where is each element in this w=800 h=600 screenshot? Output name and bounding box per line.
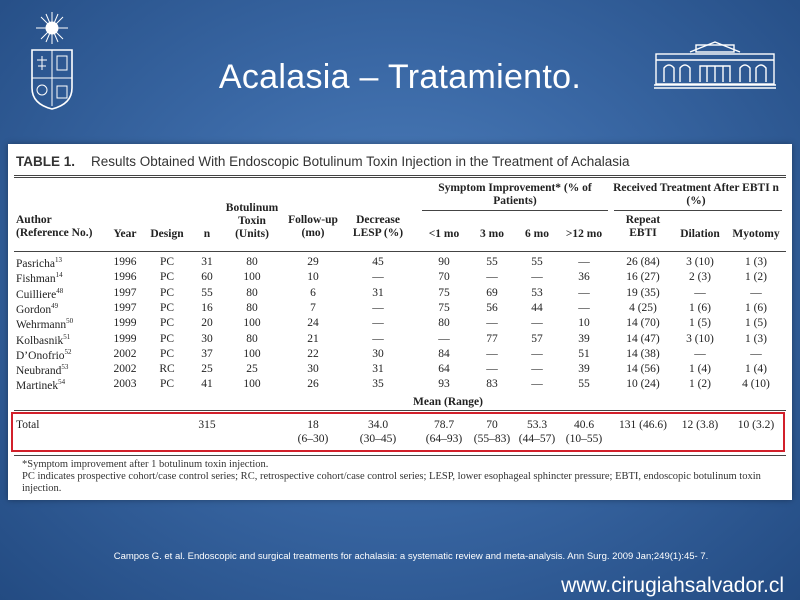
- cell-n: 60: [201, 271, 213, 284]
- cell-m6: 57: [531, 332, 543, 345]
- total-label: Total: [16, 419, 40, 431]
- cell-dilation: 1 (4): [688, 363, 712, 376]
- cell-repeat: 10 (24): [626, 378, 660, 391]
- author-name: Fishman: [16, 273, 56, 286]
- author-name: D’Onofrio: [16, 349, 65, 362]
- cell-n: 20: [201, 317, 213, 330]
- cell-m6: 55: [531, 256, 543, 268]
- cell-year: 2002: [113, 363, 137, 376]
- cell-lt1mo: 70: [438, 271, 450, 284]
- cell-lt1mo: 80: [438, 317, 450, 330]
- cell-design: PC: [159, 301, 175, 314]
- cell-year: 1996: [113, 271, 137, 284]
- cell-author: [16, 256, 104, 270]
- group-header-received: Received Treatment After EBTI n (%): [613, 182, 779, 207]
- cell-gt12: 10: [578, 317, 590, 330]
- cell-n: 30: [201, 332, 213, 345]
- citation: Campos G. et al. Endoscopic and surgical treatments for achalasia: a systematic review and meta-analysis. Ann Surg. 2009 Jan;249(1):45- 7.: [113, 551, 709, 562]
- column-header-author: Author (Reference No.): [16, 214, 93, 239]
- cell-lt1mo: —: [438, 332, 450, 345]
- cell-dilation: 1 (2): [688, 378, 712, 391]
- cell-repeat: 19 (35): [626, 286, 660, 299]
- cell-lesp: —: [372, 317, 384, 330]
- reference-number: 48: [56, 286, 64, 295]
- cell-m3: 56: [486, 301, 498, 314]
- cell-author: [16, 333, 104, 347]
- cell-n: 31: [201, 256, 213, 268]
- cell-dilation: 1 (6): [688, 301, 712, 314]
- cell-toxin: 80: [246, 332, 258, 345]
- column-header-lesp: Decrease LESP (%): [352, 214, 404, 239]
- cell-lt1mo: 93: [438, 378, 450, 391]
- cell-myotomy: 4 (10): [742, 378, 770, 391]
- total-m6-range: (44–57): [518, 433, 556, 445]
- reference-number: 51: [63, 332, 71, 341]
- table-caption-text: Results Obtained With Endoscopic Botulinum Toxin Injection in the Treatment of Achalasia: [91, 154, 630, 169]
- cell-repeat: 26 (84): [626, 256, 660, 268]
- cell-followup: 10: [307, 271, 319, 284]
- cell-m3: —: [486, 347, 498, 360]
- total-lesp-range: (30–45): [359, 433, 397, 445]
- total-gt12-range: (10–55): [565, 433, 603, 445]
- cell-dilation: 1 (5): [688, 317, 712, 330]
- total-n: 315: [198, 419, 216, 431]
- cell-repeat: 16 (27): [626, 271, 660, 284]
- cell-toxin: 80: [246, 301, 258, 314]
- column-header-myotomy: Myotomy: [732, 228, 780, 240]
- cell-lt1mo: 64: [438, 363, 450, 376]
- cell-m6: —: [531, 347, 543, 360]
- cell-repeat: 14 (38): [626, 347, 660, 360]
- total-row-highlight: [11, 412, 785, 452]
- cell-toxin: 25: [246, 363, 258, 376]
- cell-lesp: —: [372, 332, 384, 345]
- cell-myotomy: —: [750, 286, 762, 299]
- cell-author: [16, 302, 104, 316]
- cell-m3: 77: [486, 332, 498, 345]
- cell-lt1mo: 90: [438, 256, 450, 268]
- cell-design: PC: [159, 378, 175, 391]
- reference-number: 54: [58, 378, 66, 387]
- cell-n: 37: [201, 347, 213, 360]
- cell-lt1mo: 84: [438, 347, 450, 360]
- cell-m6: 53: [531, 286, 543, 299]
- cell-year: 1996: [113, 256, 137, 268]
- cell-myotomy: 1 (3): [744, 256, 768, 268]
- cell-author: [16, 287, 104, 301]
- cell-design: PC: [159, 286, 175, 299]
- author-name: Gordon: [16, 303, 52, 316]
- website-url: www.cirugiahsalvador.cl: [561, 574, 784, 597]
- cell-dilation: 3 (10): [686, 256, 714, 268]
- cell-myotomy: 1 (6): [744, 301, 768, 314]
- results-table: [8, 144, 792, 500]
- column-header-gt12: >12 mo: [565, 228, 603, 240]
- total-followup-range: (6–30): [297, 433, 329, 445]
- cell-m3: —: [486, 271, 498, 284]
- cell-followup: 30: [307, 363, 319, 376]
- cell-n: 55: [201, 286, 213, 299]
- cell-followup: 22: [307, 347, 319, 360]
- cell-lt1mo: 75: [438, 286, 450, 299]
- cell-dilation: 3 (10): [686, 332, 714, 345]
- cell-year: 2003: [113, 378, 137, 391]
- total-lt1: 78.7: [433, 419, 455, 431]
- cell-gt12: —: [578, 301, 590, 314]
- cell-m3: 69: [486, 286, 498, 299]
- column-header-lt1mo: <1 mo: [428, 228, 460, 240]
- cell-m6: —: [531, 363, 543, 376]
- author-name: Wehrmann: [16, 319, 67, 332]
- cell-gt12: 55: [578, 378, 590, 391]
- cell-n: 41: [201, 378, 213, 391]
- cell-n: 16: [201, 301, 213, 314]
- cell-myotomy: 1 (3): [744, 332, 768, 345]
- footnote-abbreviations: PC indicates prospective cohort/case control series; RC, retrospective cohort/case control series; LESP, lower esophageal sphincter pressure; EBTI, endoscopic botulinum toxin injection.: [22, 471, 761, 494]
- cell-toxin: 100: [243, 378, 261, 391]
- cell-myotomy: 1 (5): [744, 317, 768, 330]
- table-top-rule-2: [14, 177, 786, 178]
- cell-followup: 26: [307, 378, 319, 391]
- table-caption: [16, 154, 630, 169]
- column-header-repeat: Repeat EBTI: [625, 214, 661, 239]
- column-header-followup: Follow-up (mo): [288, 214, 338, 239]
- reference-number: 14: [55, 271, 63, 280]
- cell-m3: 83: [486, 378, 498, 391]
- column-header-n: n: [203, 228, 211, 240]
- total-followup: 18: [307, 419, 319, 431]
- cell-gt12: 36: [578, 271, 590, 284]
- group-header-symptom: Symptom Improvement* (% of Patients): [438, 182, 592, 207]
- cell-toxin: 80: [246, 286, 258, 299]
- author-name: Neubrand: [16, 364, 62, 377]
- cell-design: PC: [159, 347, 175, 360]
- cell-author: [16, 348, 104, 362]
- cell-lesp: 31: [372, 363, 384, 376]
- cell-repeat: 4 (25): [629, 301, 657, 314]
- cell-author: [16, 271, 104, 285]
- cell-gt12: 51: [578, 347, 590, 360]
- cell-design: RC: [159, 363, 175, 376]
- cell-design: PC: [159, 317, 175, 330]
- column-header-design: Design: [150, 228, 184, 240]
- cell-year: 2002: [113, 347, 137, 360]
- header-bottom-rule: [14, 251, 786, 252]
- cell-dilation: 2 (3): [688, 271, 712, 284]
- cell-followup: 29: [307, 256, 319, 268]
- reference-number: 13: [54, 256, 62, 264]
- total-m6: 53.3: [526, 419, 548, 431]
- slide-title: Acalasia – Tratamiento.: [218, 58, 582, 96]
- cell-lt1mo: 75: [438, 301, 450, 314]
- column-header-toxin: Botulinum Toxin (Units): [225, 202, 279, 240]
- cell-gt12: —: [578, 286, 590, 299]
- table-top-rule: [14, 175, 786, 176]
- cell-m6: —: [531, 317, 543, 330]
- cell-myotomy: 1 (4): [744, 363, 768, 376]
- cell-followup: 6: [310, 286, 316, 299]
- cell-gt12: —: [578, 256, 590, 268]
- cell-toxin: 100: [243, 271, 261, 284]
- cell-followup: 7: [310, 301, 316, 314]
- group-rule-received: [614, 210, 782, 211]
- author-name: Martinek: [16, 380, 59, 393]
- cell-followup: 24: [307, 317, 319, 330]
- total-dilation: 12 (3.8): [681, 419, 719, 431]
- cell-design: PC: [159, 332, 175, 345]
- total-lesp: 34.0: [367, 419, 389, 431]
- cell-dilation: —: [694, 286, 706, 299]
- cell-design: PC: [159, 256, 175, 268]
- reference-number: 53: [61, 363, 69, 372]
- cell-m3: 55: [486, 256, 498, 268]
- cell-year: 1999: [113, 317, 137, 330]
- cell-toxin: 80: [246, 256, 258, 268]
- reference-number: 49: [51, 301, 59, 310]
- cell-author: [16, 317, 104, 331]
- total-gt12: 40.6: [573, 419, 595, 431]
- total-repeat: 131 (46.6): [619, 419, 667, 431]
- column-header-m6: 6 mo: [525, 228, 549, 240]
- total-m3: 70: [486, 419, 498, 431]
- cell-myotomy: —: [750, 347, 762, 360]
- mean-rule: [14, 410, 786, 411]
- total-lt1-range: (64–93): [425, 433, 463, 445]
- cell-lesp: 30: [372, 347, 384, 360]
- cell-toxin: 100: [243, 317, 261, 330]
- footnote-symptom: *Symptom improvement after 1 botulinum toxin injection.: [22, 459, 269, 470]
- cell-gt12: 39: [578, 363, 590, 376]
- cell-m3: —: [486, 363, 498, 376]
- cell-lesp: —: [372, 301, 384, 314]
- cell-year: 1999: [113, 332, 137, 345]
- cell-lesp: 31: [372, 286, 384, 299]
- column-header-m3: 3 mo: [480, 228, 504, 240]
- cell-m6: —: [531, 378, 543, 391]
- author-name: Kolbasnik: [16, 334, 64, 347]
- cell-n: 25: [201, 363, 213, 376]
- cell-lesp: —: [372, 271, 384, 284]
- cell-repeat: 14 (47): [626, 332, 660, 345]
- reference-number: 52: [64, 347, 72, 356]
- cell-m3: —: [486, 317, 498, 330]
- cell-dilation: —: [694, 347, 706, 360]
- group-rule-symptom: [422, 210, 608, 211]
- cell-m6: 44: [531, 301, 543, 314]
- reference-number: 50: [66, 317, 74, 326]
- cell-repeat: 14 (56): [626, 363, 660, 376]
- table-label: TABLE 1.: [16, 154, 76, 169]
- cell-lesp: 45: [372, 256, 384, 268]
- cell-author: [16, 363, 104, 377]
- cell-followup: 21: [307, 332, 319, 345]
- table-bottom-rule: [14, 455, 786, 456]
- author-name: Pasricha: [16, 257, 55, 270]
- cell-year: 1997: [113, 286, 137, 299]
- cell-year: 1997: [113, 301, 137, 314]
- total-myotomy: 10 (3.2): [737, 419, 775, 431]
- cell-gt12: 39: [578, 332, 590, 345]
- column-header-year: Year: [113, 228, 137, 240]
- cell-repeat: 14 (70): [626, 317, 660, 330]
- total-m3-range: (55–83): [473, 433, 511, 445]
- cell-lesp: 35: [372, 378, 384, 391]
- author-name: Cuilliere: [16, 288, 57, 301]
- cell-author: [16, 378, 104, 392]
- cell-design: PC: [159, 271, 175, 284]
- cell-myotomy: 1 (2): [744, 271, 768, 284]
- mean-range-label: Mean (Range): [413, 396, 483, 408]
- column-header-dilation: Dilation: [680, 228, 720, 240]
- cell-m6: —: [531, 271, 543, 284]
- cell-toxin: 100: [243, 347, 261, 360]
